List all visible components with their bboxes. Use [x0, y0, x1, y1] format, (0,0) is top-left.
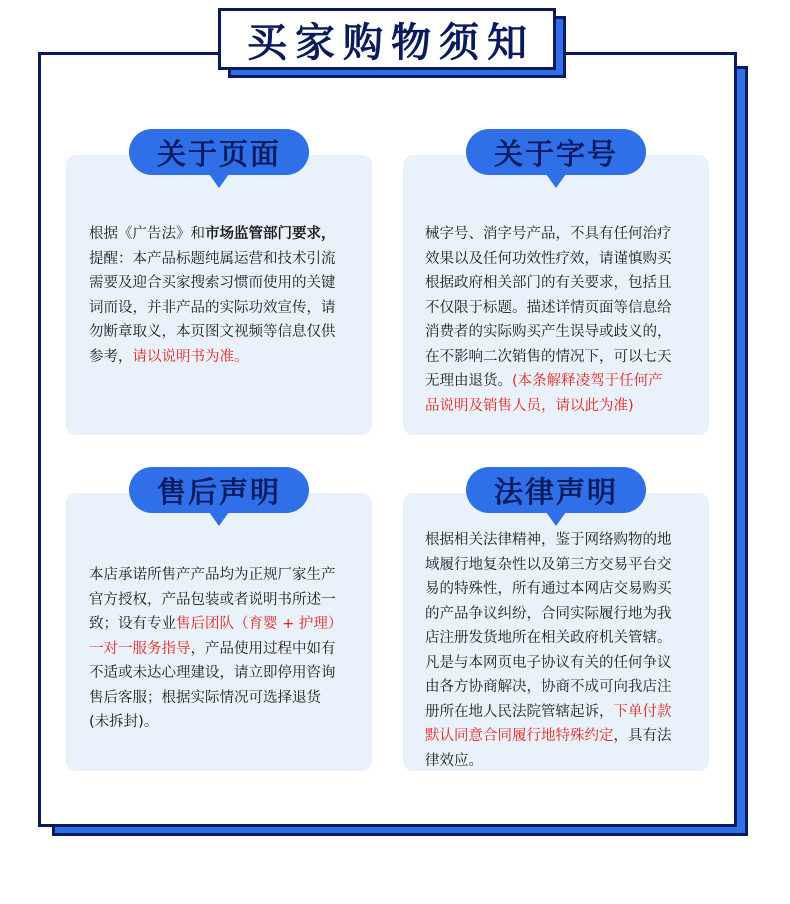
text-segment: 不适或未达心理建设，请立即停用咨询 — [89, 665, 336, 681]
text-line — [425, 369, 700, 394]
text-line — [89, 563, 364, 588]
text-line — [425, 700, 703, 725]
text-segment: 凡是与本网页电子协议有关的任何争议 — [425, 654, 672, 671]
text-segment: 词而设，并非产品的实际功效宣传，请 — [89, 299, 336, 316]
text-line — [425, 724, 703, 749]
text-segment: 册所在地人民法院管辖起诉， — [425, 703, 614, 720]
highlight-text: 请以说明书为准。 — [132, 348, 249, 365]
text-line — [89, 661, 364, 686]
text-about-license — [425, 222, 700, 418]
text-segment: 勿断章取义，本页图文视频等信息仅供 — [89, 324, 336, 340]
text-line — [425, 271, 700, 296]
text-line — [425, 626, 703, 651]
text-segment: ，产品使用过程中如有 — [190, 640, 336, 657]
page-title: 买家购物须知 — [247, 19, 535, 66]
text-line — [425, 577, 703, 602]
text-line — [425, 394, 700, 419]
highlight-text: 售后团队（育婴 + 护理） — [176, 616, 343, 632]
text-line — [89, 345, 359, 370]
text-segment: 械字号、消字号产品，不具有任何治疗 — [425, 226, 672, 242]
text-segment: 官方授权，产品包装或者说明书所述一 — [89, 591, 336, 608]
text-segment: 本店承诺所售产产品均为正规厂家生产 — [89, 567, 336, 583]
text-line — [89, 612, 364, 637]
text-line — [425, 651, 703, 676]
heading-legal: 法律声明 — [466, 467, 646, 513]
text-line — [89, 710, 364, 735]
text-line — [425, 320, 700, 345]
text-line — [425, 345, 700, 370]
heading-about-license: 关于字号 — [466, 129, 646, 175]
text-line — [425, 528, 703, 553]
text-segment: 根据《广告法》和 — [89, 226, 205, 242]
text-line — [89, 247, 359, 272]
text-line — [425, 675, 703, 700]
text-segment: 致；设有专业 — [89, 616, 176, 632]
highlight-text: 默认同意合同履行地特殊约定 — [425, 728, 614, 744]
text-segment: 域履行地复杂性以及第三方交易平台交 — [425, 556, 672, 573]
text-line — [89, 296, 359, 321]
heading-about-page: 关于页面 — [129, 129, 309, 175]
text-segment: 由各方协商解决，协商不成可向我店注 — [425, 679, 672, 695]
text-segment: 无理由退货。 — [425, 373, 512, 389]
text-segment: 店注册发货地所在相关政府机关管辖。 — [425, 630, 672, 646]
text-segment: 根据相关法律精神，鉴于网络购物的地 — [425, 532, 672, 548]
text-line — [89, 637, 364, 662]
text-segment: 提醒：本产品标题纯属运营和技术引流 — [89, 250, 336, 267]
highlight-text: 品说明及销售人员，请以此为准) — [425, 397, 634, 414]
bold-text: 市场监管部门要求， — [205, 226, 336, 242]
text-after-sales — [89, 563, 364, 735]
text-segment: (未拆封)。 — [89, 714, 159, 730]
text-line — [425, 222, 700, 247]
text-line — [89, 271, 359, 296]
text-segment: ，具有法 — [613, 728, 672, 744]
text-about-page — [89, 222, 359, 369]
text-line — [89, 222, 359, 247]
text-line — [425, 602, 703, 627]
text-line — [89, 320, 359, 345]
text-line — [425, 553, 703, 578]
text-line — [425, 296, 700, 321]
highlight-text: 一对一服务指导 — [89, 640, 191, 657]
text-line — [425, 247, 700, 272]
text-segment: 效果以及任何功效性疗效，请谨慎购买 — [425, 250, 672, 267]
text-legal — [425, 528, 703, 773]
text-line — [89, 686, 364, 711]
text-segment: 不仅限于标题。描述详情页面等信息给 — [425, 299, 672, 316]
text-segment: 律效应。 — [425, 752, 483, 769]
text-segment: 参考， — [89, 348, 133, 365]
text-line — [425, 749, 703, 774]
text-line — [89, 588, 364, 613]
highlight-text: (本条解释凌驾于任何产 — [512, 373, 663, 389]
text-segment: 的产品争议纠纷，合同实际履行地为我 — [425, 605, 672, 622]
text-segment: 需要及迎合买家搜索习惯而使用的关键 — [89, 275, 336, 291]
title-box — [218, 8, 556, 70]
text-segment: 根据政府相关部门的有关要求，包括且 — [425, 275, 672, 291]
text-segment: 易的特殊性，所有通过本网店交易购买 — [425, 581, 672, 597]
text-segment: 消费者的实际购买产生误导或歧义的， — [425, 324, 672, 340]
text-segment: 在不影响二次销售的情况下，可以七天 — [425, 348, 672, 365]
text-segment: 售后客服；根据实际情况可选择退货 — [89, 689, 321, 706]
heading-after-sales: 售后声明 — [129, 467, 309, 513]
highlight-text: 下单付款 — [613, 703, 672, 720]
